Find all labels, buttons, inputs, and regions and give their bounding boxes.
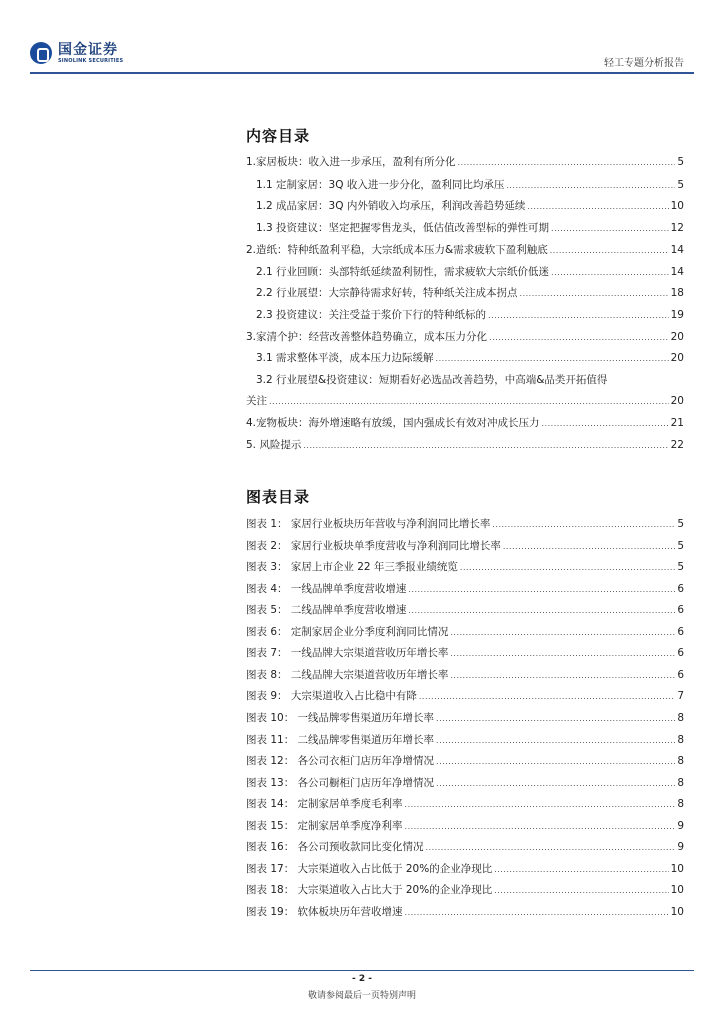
toc-entry-page: 19 bbox=[670, 309, 684, 321]
figures-title: 图表目录 bbox=[246, 488, 311, 506]
figure-entry[interactable] bbox=[246, 581, 684, 597]
toc-entry-page: 12 bbox=[670, 222, 684, 234]
toc-entry[interactable] bbox=[256, 220, 684, 236]
figure-entry-text: 图表 8： 二线品牌大宗渠道营收历年增长率 bbox=[246, 669, 449, 681]
toc-entry[interactable] bbox=[256, 264, 684, 280]
sinolink-logo-icon bbox=[30, 42, 52, 64]
toc-entry-text: 5. 风险提示 bbox=[246, 439, 302, 451]
figure-entry[interactable] bbox=[246, 516, 684, 532]
figure-entry-page: 6 bbox=[677, 604, 684, 616]
toc-entry[interactable] bbox=[246, 393, 684, 409]
toc-entry-text: 4.宠物板块：海外增速略有放缓，国内强成长有效对冲成长压力 bbox=[246, 417, 540, 429]
figure-entry-page: 5 bbox=[677, 518, 684, 530]
logo-chinese-name: 国金证券 bbox=[58, 41, 118, 58]
header-divider bbox=[30, 72, 694, 74]
toc-entry[interactable] bbox=[246, 329, 684, 345]
figure-entry-page: 7 bbox=[677, 690, 684, 702]
toc-entry-text: 关注 bbox=[246, 395, 267, 407]
figure-entry-text: 图表 11： 二线品牌零售渠道历年增长率 bbox=[246, 734, 435, 746]
page-header bbox=[0, 0, 724, 74]
toc-entry[interactable] bbox=[256, 198, 684, 214]
toc-entry-page: 14 bbox=[670, 244, 684, 256]
figure-entry-page: 10 bbox=[670, 863, 684, 875]
toc-entry[interactable] bbox=[246, 154, 684, 170]
toc-entry-page: 22 bbox=[670, 439, 684, 451]
figure-entry-page: 10 bbox=[670, 906, 684, 918]
figure-entry-text: 图表 3： 家居上市企业 22 年三季报业绩统览 bbox=[246, 561, 458, 573]
toc-entry-text: 2.2 行业展望：大宗静待需求好转，特种纸关注成本拐点 bbox=[256, 287, 518, 299]
toc-entry[interactable] bbox=[246, 242, 684, 258]
figure-entry-page: 8 bbox=[677, 798, 684, 810]
toc-entry-page: 20 bbox=[670, 395, 684, 407]
figure-entry-page: 6 bbox=[677, 647, 684, 659]
figure-entry[interactable] bbox=[246, 839, 684, 855]
figure-entry-text: 图表 17： 大宗渠道收入占比低于 20%的企业净现比 bbox=[246, 863, 493, 875]
figure-entry-text: 图表 5： 二线品牌单季度营收增速 bbox=[246, 604, 407, 616]
figure-entry[interactable] bbox=[246, 645, 684, 661]
figure-entry[interactable] bbox=[246, 818, 684, 834]
toc-entry-page: 20 bbox=[670, 331, 684, 343]
figure-entry-page: 8 bbox=[677, 777, 684, 789]
toc-entry-text: 1.2 成品家居：3Q 内外销收入均承压，利润改善趋势延续 bbox=[256, 200, 526, 212]
toc-entry-text: 1.家居板块：收入进一步承压，盈利有所分化 bbox=[246, 156, 456, 168]
logo-english-name: SINOLINK SECURITIES bbox=[58, 57, 124, 64]
figure-entry-page: 10 bbox=[670, 884, 684, 896]
figure-entry-page: 8 bbox=[677, 755, 684, 767]
figure-entry[interactable] bbox=[246, 796, 684, 812]
figure-entry-page: 9 bbox=[677, 841, 684, 853]
figure-entry-page: 5 bbox=[677, 561, 684, 573]
figure-entry[interactable] bbox=[246, 624, 684, 640]
toc-entry-wrapped-line[interactable]: 3.2 行业展望&投资建议：短期看好必选品改善趋势，中高端&品类开拓值得 bbox=[256, 374, 608, 386]
disclaimer: 敬请参阅最后一页特别声明 bbox=[307, 991, 416, 1001]
figure-entry-text: 图表 13： 各公司橱柜门店历年净增情况 bbox=[246, 777, 435, 789]
figure-entry-text: 图表 18： 大宗渠道收入占比大于 20%的企业净现比 bbox=[246, 884, 493, 896]
toc-entry-page: 21 bbox=[670, 417, 684, 429]
toc-entry[interactable] bbox=[256, 285, 684, 301]
figure-entry[interactable] bbox=[246, 688, 684, 704]
figure-entry-page: 6 bbox=[677, 669, 684, 681]
toc-entry[interactable] bbox=[256, 307, 684, 323]
toc-entry[interactable] bbox=[246, 437, 684, 453]
figure-entry-text: 图表 15： 定制家居单季度净利率 bbox=[246, 820, 403, 832]
figure-entry-text: 图表 19： 软体板块历年营收增速 bbox=[246, 906, 403, 918]
figure-entry[interactable] bbox=[246, 559, 684, 575]
figure-entry-page: 5 bbox=[677, 540, 684, 552]
figure-entry-text: 图表 12： 各公司衣柜门店历年净增情况 bbox=[246, 755, 435, 767]
figure-entry-text: 图表 6： 定制家居企业分季度利润同比情况 bbox=[246, 626, 449, 638]
toc-entry-text: 3.家清个护：经营改善整体趋势确立，成本压力分化 bbox=[246, 331, 488, 343]
page-number: - 2 - bbox=[352, 974, 372, 984]
toc-entry[interactable] bbox=[256, 350, 684, 366]
figure-entry[interactable] bbox=[246, 667, 684, 683]
figure-entry[interactable] bbox=[246, 775, 684, 791]
toc-entry-page: 5 bbox=[677, 156, 684, 168]
toc-entry[interactable] bbox=[246, 415, 684, 431]
figure-entry-page: 8 bbox=[677, 734, 684, 746]
toc-entry-text: 1.1 定制家居：3Q 收入进一步分化，盈利同比均承压 bbox=[256, 179, 505, 191]
toc-entry-text: 2.1 行业回顾：头部特纸延续盈利韧性，需求疲软大宗纸价低迷 bbox=[256, 266, 550, 278]
figure-entry[interactable] bbox=[246, 753, 684, 769]
figure-entry-page: 9 bbox=[677, 820, 684, 832]
figure-entry[interactable] bbox=[246, 602, 684, 618]
figure-entry-text: 图表 7： 一线品牌大宗渠道营收历年增长率 bbox=[246, 647, 449, 659]
toc-entry-page: 5 bbox=[677, 179, 684, 191]
figure-entry[interactable] bbox=[246, 710, 684, 726]
toc-entry-page: 18 bbox=[670, 287, 684, 299]
figure-entry[interactable] bbox=[246, 861, 684, 877]
figure-entry-page: 6 bbox=[677, 583, 684, 595]
figure-entry-text: 图表 10： 一线品牌零售渠道历年增长率 bbox=[246, 712, 435, 724]
toc-entry-text: 2.3 投资建议：关注受益于浆价下行的特种纸标的 bbox=[256, 309, 487, 321]
toc-entry-page: 14 bbox=[670, 266, 684, 278]
figure-entry[interactable] bbox=[246, 538, 684, 554]
figure-entry[interactable] bbox=[246, 904, 684, 920]
figure-entry-page: 6 bbox=[677, 626, 684, 638]
figure-entry-text: 图表 9： 大宗渠道收入占比稳中有降 bbox=[246, 690, 417, 702]
figure-entry-text: 图表 4： 一线品牌单季度营收增速 bbox=[246, 583, 407, 595]
sinolink-logo bbox=[30, 38, 123, 68]
toc-entry[interactable] bbox=[256, 177, 684, 193]
toc-entry-text: 1.3 投资建议：坚定把握零售龙头，低估值改善型标的弹性可期 bbox=[256, 222, 550, 234]
figure-entry-text: 图表 14： 定制家居单季度毛利率 bbox=[246, 798, 403, 810]
figure-entry-text: 图表 16： 各公司预收款同比变化情况 bbox=[246, 841, 424, 853]
report-type: 轻工专题分析报告 bbox=[604, 58, 684, 69]
footer-divider bbox=[30, 970, 694, 971]
figure-entry[interactable] bbox=[246, 732, 684, 748]
toc-entry-page: 20 bbox=[670, 352, 684, 364]
figure-entry[interactable] bbox=[246, 882, 684, 898]
toc-entry-page: 10 bbox=[670, 200, 684, 212]
figure-entry-text: 图表 1： 家居行业板块历年营收与净利润同比增长率 bbox=[246, 518, 491, 530]
toc-entry-text: 2.造纸：特种纸盈利平稳，大宗纸成本压力&需求疲软下盈利触底 bbox=[246, 244, 548, 256]
toc-title: 内容目录 bbox=[246, 127, 311, 145]
toc-entry-text: 3.1 需求整体平淡，成本压力边际缓解 bbox=[256, 352, 434, 364]
figure-entry-text: 图表 2： 家居行业板块单季度营收与净利润同比增长率 bbox=[246, 540, 501, 552]
figure-entry-page: 8 bbox=[677, 712, 684, 724]
